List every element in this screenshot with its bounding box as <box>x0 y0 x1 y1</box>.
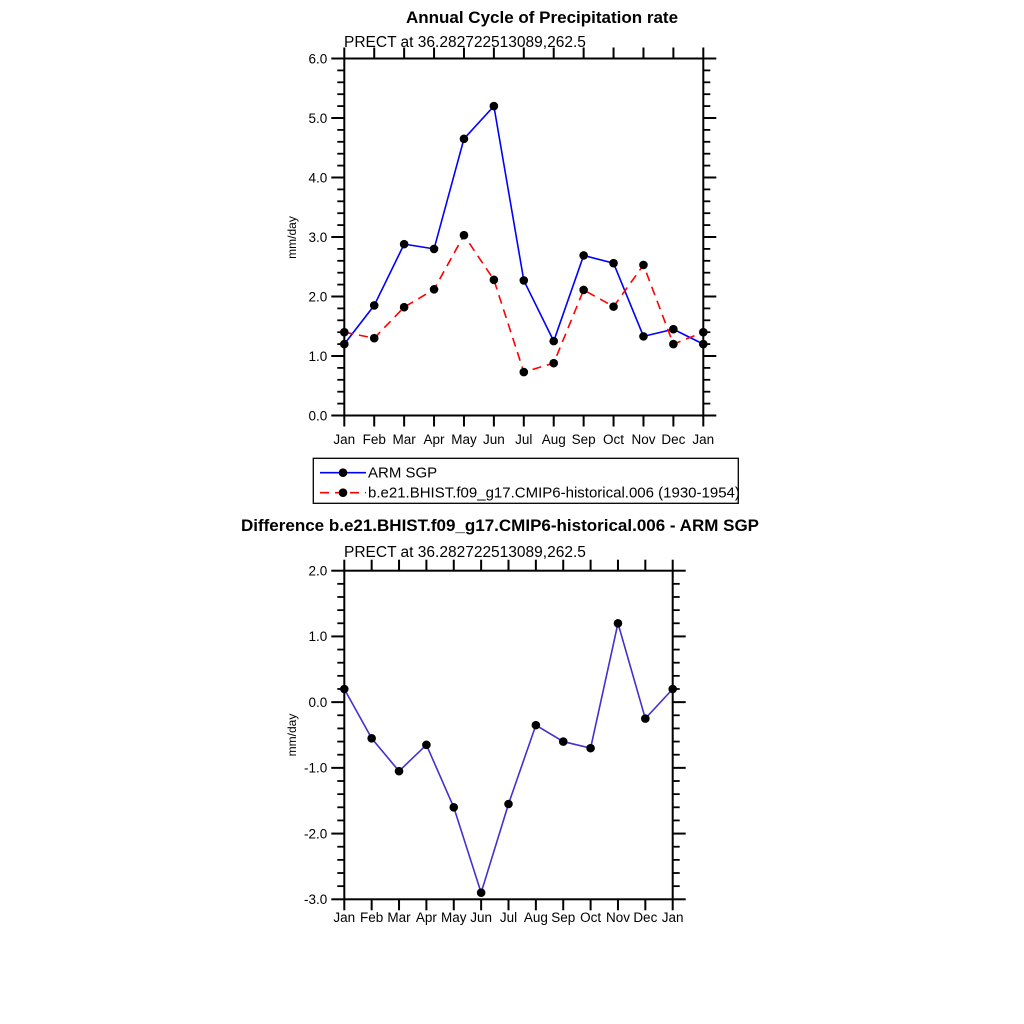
x-tick-label: Sep <box>551 910 576 925</box>
y-tick-label: -2.0 <box>304 826 328 842</box>
data-point <box>400 303 409 312</box>
x-tick-label: Dec <box>661 432 686 447</box>
x-tick-label: Jan <box>333 910 356 925</box>
data-point <box>579 251 588 260</box>
data-point <box>370 334 379 343</box>
data-point <box>422 741 431 750</box>
data-point <box>669 340 678 349</box>
top-chart-subtitle: PRECT at 36.282722513089,262.5 <box>344 34 586 51</box>
difference-chart <box>304 560 686 925</box>
y-tick-label: 1.0 <box>308 629 328 645</box>
x-tick-label: Nov <box>605 910 630 925</box>
y-tick-label: 3.0 <box>308 229 328 245</box>
x-tick-label: Oct <box>603 432 625 447</box>
x-tick-label: Jul <box>499 910 518 925</box>
y-tick-label: 5.0 <box>308 110 328 126</box>
data-point <box>400 240 409 249</box>
x-tick-label: Nov <box>631 432 656 447</box>
data-point <box>449 803 458 812</box>
data-point <box>520 368 529 377</box>
legend-label-model: b.e21.BHIST.f09_g17.CMIP6-historical.006 (1930-1954) <box>368 484 740 502</box>
data-point <box>699 328 708 337</box>
difference-chart-title: Difference b.e21.BHIST.f09_g17.CMIP6-historical.006 - ARM SGP <box>240 516 760 535</box>
data-point <box>641 714 650 723</box>
data-point <box>430 285 439 294</box>
data-point <box>490 102 499 111</box>
data-point <box>340 340 349 349</box>
data-point <box>504 800 513 809</box>
data-point <box>370 301 379 310</box>
x-tick-label: May <box>441 910 467 925</box>
difference-chart-subtitle: PRECT at 36.282722513089,262.5 <box>344 544 586 561</box>
data-point <box>586 744 595 753</box>
data-point <box>609 302 618 311</box>
y-tick-label: -3.0 <box>304 892 328 908</box>
x-tick-label: Jan <box>661 910 684 925</box>
data-point <box>340 685 349 694</box>
data-point <box>579 286 588 295</box>
x-tick-label: Feb <box>362 432 386 447</box>
x-tick-label: Jun <box>470 910 493 925</box>
y-tick-label: 0.0 <box>308 408 328 424</box>
x-tick-label: Mar <box>392 432 416 447</box>
chart-frame <box>344 59 703 416</box>
x-tick-label: Jun <box>482 432 505 447</box>
data-point <box>699 340 708 349</box>
chart-frame <box>344 571 672 900</box>
top-chart-ylabel: mm/day <box>285 216 299 259</box>
data-point <box>669 325 678 334</box>
y-tick-label: 6.0 <box>308 51 328 67</box>
legend <box>313 458 740 503</box>
annual-cycle-chart <box>309 48 717 448</box>
series-line <box>344 623 672 892</box>
data-point <box>614 619 623 628</box>
x-tick-label: Oct <box>580 910 602 925</box>
y-tick-label: 1.0 <box>308 348 328 364</box>
x-tick-label: Aug <box>541 432 566 447</box>
legend-sample-marker <box>339 488 348 497</box>
data-point <box>639 332 648 341</box>
data-point <box>490 276 499 285</box>
data-point <box>520 276 529 285</box>
data-point <box>477 888 486 897</box>
x-tick-label: Jul <box>515 432 533 447</box>
top-chart-title: Annual Cycle of Precipitation rate <box>405 8 679 27</box>
data-point <box>460 231 469 240</box>
x-tick-label: Mar <box>387 910 411 925</box>
data-point <box>460 135 469 144</box>
y-tick-label: 2.0 <box>308 563 328 579</box>
data-point <box>340 328 349 337</box>
x-tick-label: Sep <box>571 432 596 447</box>
x-tick-label: Jan <box>333 432 356 447</box>
x-tick-label: Feb <box>360 910 384 925</box>
legend-label-arm-sgp: ARM SGP <box>368 464 438 482</box>
x-tick-label: Dec <box>633 910 658 925</box>
x-tick-label: Apr <box>415 910 437 925</box>
y-tick-label: 0.0 <box>308 694 328 710</box>
data-point <box>609 259 618 268</box>
data-point <box>430 245 439 254</box>
x-tick-label: May <box>451 432 477 447</box>
legend-samples <box>320 468 366 497</box>
data-point <box>549 359 558 368</box>
y-tick-label: 4.0 <box>308 170 328 186</box>
legend-sample-marker <box>339 468 348 477</box>
x-tick-label: Jan <box>692 432 715 447</box>
x-tick-label: Apr <box>423 432 445 447</box>
y-tick-label: -1.0 <box>304 760 328 776</box>
data-point <box>559 737 568 746</box>
data-point <box>639 261 648 270</box>
data-point <box>668 685 677 694</box>
data-point <box>395 767 404 776</box>
difference-chart-ylabel: mm/day <box>285 713 299 757</box>
data-point <box>532 721 541 730</box>
series-line <box>344 106 703 344</box>
data-point <box>549 337 558 346</box>
y-tick-label: 2.0 <box>308 289 328 305</box>
x-tick-label: Aug <box>523 910 548 925</box>
data-point <box>367 734 376 743</box>
